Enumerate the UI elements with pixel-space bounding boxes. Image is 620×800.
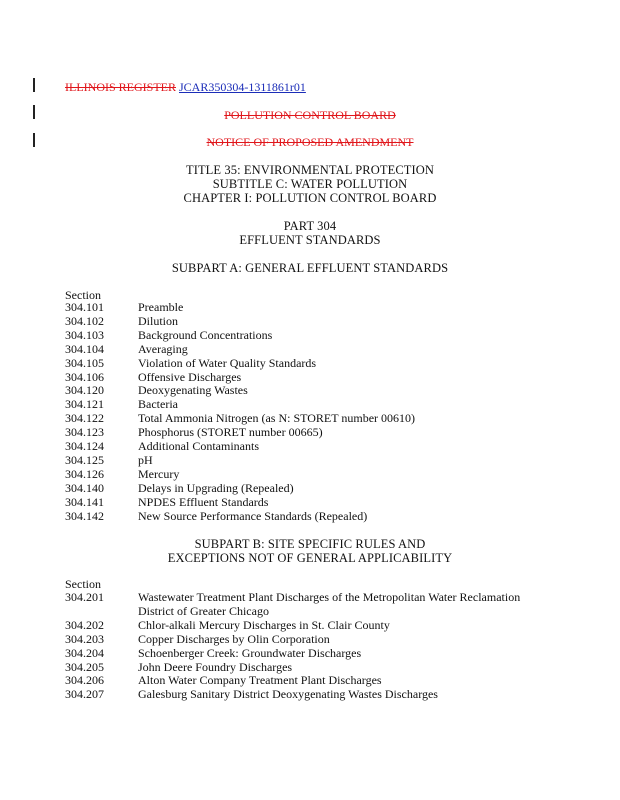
change-bar (33, 78, 35, 92)
section-title: Offensive Discharges (138, 369, 242, 384)
section-number: 304.106 (65, 369, 104, 384)
toc-row (65, 619, 555, 633)
toc-row (65, 343, 555, 357)
toc-row (65, 510, 555, 524)
section-number: 304.207 (65, 687, 104, 702)
toc-row (65, 412, 555, 426)
section-title: Phosphorus (STORET number 00665) (138, 425, 323, 440)
toc-row (65, 398, 555, 412)
section-title: Delays in Upgrading (Repealed) (138, 480, 294, 495)
register-label: ILLINOIS REGISTER (65, 80, 176, 94)
section-number: 304.206 (65, 673, 104, 688)
section-title: Bacteria (138, 397, 178, 412)
section-number: 304.103 (65, 327, 104, 342)
section-title: Galesburg Sanitary District Deoxygenating Wastes Discharges (138, 687, 438, 702)
toc-row (65, 633, 555, 647)
chapter-heading: CHAPTER I: POLLUTION CONTROL BOARD (183, 191, 437, 205)
section-title: John Deere Foundry Discharges (138, 659, 293, 674)
section-title: Violation of Water Quality Standards (138, 355, 317, 370)
section-title: Deoxygenating Wastes (138, 383, 248, 398)
toc-row (65, 440, 555, 454)
section-number: 304.140 (65, 480, 104, 495)
section-title: Preamble (138, 300, 184, 314)
toc-row (65, 674, 555, 688)
section-number: 304.202 (65, 617, 104, 632)
section-number: 304.101 (65, 300, 104, 314)
section-title: Chlor-alkali Mercury Discharges in St. Clair County (138, 617, 390, 632)
subpart-b-heading-line2: EXCEPTIONS NOT OF GENERAL APPLICABILITY (167, 551, 453, 565)
section-title: pH (138, 452, 153, 467)
section-number: 304.104 (65, 341, 104, 356)
section-label: Section (65, 288, 101, 302)
toc-row (65, 661, 555, 675)
toc-row (65, 384, 555, 398)
section-title: NPDES Effluent Standards (138, 494, 269, 509)
title-heading: TITLE 35: ENVIRONMENTAL PROTECTION (185, 163, 435, 177)
toc-row (65, 315, 555, 329)
section-number: 304.205 (65, 659, 104, 674)
toc-row (65, 329, 555, 343)
part-name-heading: EFFLUENT STANDARDS (239, 233, 381, 247)
notice-header: NOTICE OF PROPOSED AMENDMENT (206, 135, 414, 149)
toc-row (65, 426, 555, 440)
jcar-id-link[interactable]: JCAR350304-1311861r01 (179, 80, 306, 94)
section-number: 304.105 (65, 355, 104, 370)
section-title: Background Concentrations (138, 327, 273, 342)
toc-row (65, 647, 555, 661)
section-number: 304.120 (65, 383, 104, 398)
section-title: Copper Discharges by Olin Corporation (138, 631, 330, 646)
toc-row (65, 468, 555, 482)
toc-row (65, 357, 555, 371)
section-number: 304.121 (65, 397, 104, 412)
toc-row (65, 454, 555, 468)
register-header (65, 80, 306, 95)
section-number: 304.125 (65, 452, 104, 467)
toc-row (65, 496, 555, 510)
section-number: 304.141 (65, 494, 104, 509)
toc-row (65, 482, 555, 496)
section-title: Wastewater Treatment Plant Discharges of the Metropolitan Water Reclamation District of Greater Chicago (138, 590, 521, 618)
section-label: Section (65, 577, 101, 591)
toc-row (65, 591, 555, 619)
subpart-a-section-list (65, 301, 555, 524)
section-number: 304.126 (65, 466, 104, 481)
subtitle-heading: SUBTITLE C: WATER POLLUTION (212, 177, 408, 191)
toc-row (65, 301, 555, 315)
section-title: Mercury (138, 466, 180, 481)
section-number: 304.203 (65, 631, 104, 646)
subpart-b-heading-line1: SUBPART B: SITE SPECIFIC RULES AND (194, 537, 426, 551)
section-title: Alton Water Company Treatment Plant Discharges (138, 673, 382, 688)
section-title: Additional Contaminants (138, 439, 259, 454)
section-number: 304.204 (65, 645, 104, 660)
toc-row (65, 688, 555, 702)
board-header: POLLUTION CONTROL BOARD (224, 108, 396, 122)
section-number: 304.122 (65, 411, 104, 426)
section-title: Schoenberger Creek: Groundwater Discharges (138, 645, 362, 660)
section-number: 304.124 (65, 439, 104, 454)
section-title: New Source Performance Standards (Repealed) (138, 508, 368, 523)
section-number: 304.102 (65, 313, 104, 328)
section-number: 304.142 (65, 508, 104, 523)
toc-row (65, 371, 555, 385)
section-number: 304.201 (65, 590, 104, 604)
section-title: Dilution (138, 313, 179, 328)
subpart-a-heading: SUBPART A: GENERAL EFFLUENT STANDARDS (171, 261, 449, 275)
section-title: Averaging (138, 341, 188, 356)
part-heading: PART 304 (283, 219, 337, 233)
section-title: Total Ammonia Nitrogen (as N: STORET number 00610) (138, 411, 416, 426)
subpart-b-section-list (65, 591, 555, 702)
section-number: 304.123 (65, 425, 104, 440)
